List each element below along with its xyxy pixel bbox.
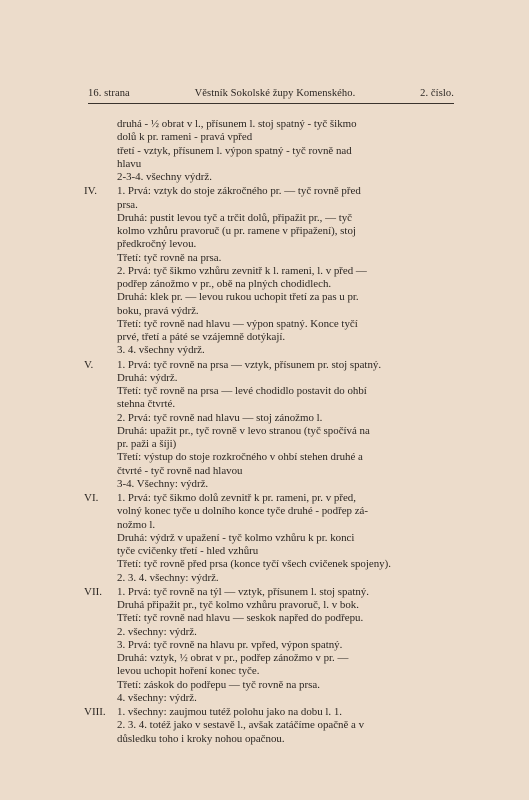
section-lines [117, 492, 456, 585]
section-lines [117, 118, 456, 184]
text-line: podřep zánožmo v pr., obě na plných chodidlech. [117, 278, 332, 290]
text-line: Druhá: upažit pr., tyč rovně v levo stranou (tyč spočívá na [117, 424, 370, 437]
text-line: 2. Prvá: tyč rovně nad hlavu — stoj zánožmo l. [117, 411, 323, 424]
text-line: Druhá: výdrž v upažení - tyč kolmo vzhůru k pr. konci [117, 531, 355, 544]
text-line: důsledku toho i kroky nohou opačnou. [117, 732, 285, 745]
text-line: Třetí: tyč rovně nad hlavu — seskok napřed do podřepu. [117, 612, 364, 625]
text-line: 2. 3. 4. všechny: výdrž. [117, 571, 219, 584]
text-line: Třetí: tyč rovně před prsa (konce tyčí všech cvičenek spojeny). [117, 558, 391, 571]
text-line: druhá - ½ obrat v l., přísunem l. stoj spatný - tyč šikmo [117, 118, 357, 130]
text-line: nožmo l. [117, 518, 156, 531]
text-line: prsa. [117, 198, 138, 211]
section-number: VIII. [84, 706, 106, 718]
text-line: Třetí: tyč rovně na prsa. [117, 251, 222, 264]
section-lines [117, 706, 456, 746]
text-line: Druhá připažit pr., tyč kolmo vzhůru pravoruč, l. v bok. [117, 599, 359, 611]
text-line: Třetí: tyč rovně nad hlavu — výpon spatný. Konce tyčí [117, 317, 358, 330]
exercise-section [84, 706, 456, 746]
text-line: 2. všechny: výdrž. [117, 625, 197, 638]
exercise-section [84, 359, 456, 492]
section-lines [117, 185, 456, 357]
text-line: Druhá: vztyk, ½ obrat v pr., podřep zánožmo v pr. — [117, 652, 349, 664]
section-number: VII. [84, 585, 103, 598]
page-number: 16. strana [88, 88, 130, 99]
section-lines [117, 359, 456, 492]
text-line: prvé, třetí a páté se vzájemně dotýkají. [117, 331, 286, 343]
page-header [88, 88, 454, 99]
text-line: 1. Prvá: tyč šikmo dolů zevnitř k pr. rameni, pr. v před, [117, 492, 356, 504]
exercise-section [84, 185, 456, 357]
text-line: 2-3-4. všechny výdrž. [117, 171, 212, 183]
text-line: čtvrté - tyč rovně nad hlavou [117, 464, 243, 477]
text-line: 2. Prvá: tyč šikmo vzhůru zevnitř k l. rameni, l. v před — [117, 264, 367, 277]
text-line: stehna čtvrté. [117, 398, 176, 411]
text-line: 3. Prvá: tyč rovně na hlavu pr. vpřed, výpon spatný. [117, 638, 343, 651]
section-number: IV. [84, 185, 97, 198]
text-line: boku, pravá výdrž. [117, 304, 199, 317]
text-line: 1. Prvá: tyč rovně na prsa — vztyk, přísunem pr. stoj spatný. [117, 358, 382, 371]
text-line: 4. všechny: výdrž. [117, 691, 197, 704]
text-line: dolů k pr. rameni - pravá vpřed [117, 131, 253, 144]
text-line: 3. 4. všechny výdrž. [117, 344, 205, 357]
text-line: předkročný levou. [117, 238, 197, 251]
text-line: tyče cvičenky třetí - hled vzhůru [117, 545, 259, 557]
section-number [84, 118, 117, 184]
exercise-section [84, 492, 456, 585]
text-line: Druhá: klek pr. — levou rukou uchopit třetí za pas u pr. [117, 291, 359, 304]
text-line: 2. 3. 4. totéž jako v sestavě l., avšak zatáčíme opačně a v [117, 719, 365, 732]
issue-number: 2. číslo. [420, 88, 454, 99]
section-number: V. [84, 358, 94, 371]
exercise-section [84, 586, 456, 705]
text-line: třetí - vztyk, přísunem l. výpon spatný - tyč rovně nad [117, 144, 352, 157]
section-lines [117, 586, 456, 705]
header-rule [88, 103, 454, 104]
text-line: Druhá: výdrž. [117, 371, 178, 384]
text-line: Třetí: záskok do podřepu — tyč rovně na prsa. [117, 678, 320, 691]
text-line: volný konec tyče u dolního konce tyče druhé - podřep zá- [117, 505, 369, 518]
text-line: 3-4. Všechny: výdrž. [117, 477, 209, 490]
journal-title: Věstník Sokolské župy Komenského. [194, 88, 356, 99]
text-line: Třetí: výstup do stoje rozkročného v ohbí stehen druhé a [117, 451, 363, 464]
text-line: 1. Prvá: tyč rovně na týl — vztyk, přísunem l. stoj spatný. [117, 585, 369, 598]
text-line: levou uchopit hoření konec tyče. [117, 665, 260, 678]
text-line: Druhá: pustit levou tyč a trčit dolů, připažit pr., — tyč [117, 211, 353, 224]
body-text [84, 118, 456, 746]
exercise-section [84, 118, 456, 184]
text-line: pr. paži a šíji) [117, 438, 177, 450]
text-line: 1. Prvá: vztyk do stoje zákročného pr. — tyč rovně před [117, 185, 361, 198]
text-line: hlavu [117, 157, 142, 170]
section-number: VI. [84, 492, 99, 504]
text-line: kolmo vzhůru pravoruč (u pr. ramene v připažení), stoj [117, 225, 356, 237]
text-line: Třetí: tyč rovně na prsa — levé chodidlo postavit do ohbí [117, 385, 367, 397]
text-line: 1. všechny: zaujmou tutéž polohu jako na dobu l. 1. [117, 706, 343, 718]
